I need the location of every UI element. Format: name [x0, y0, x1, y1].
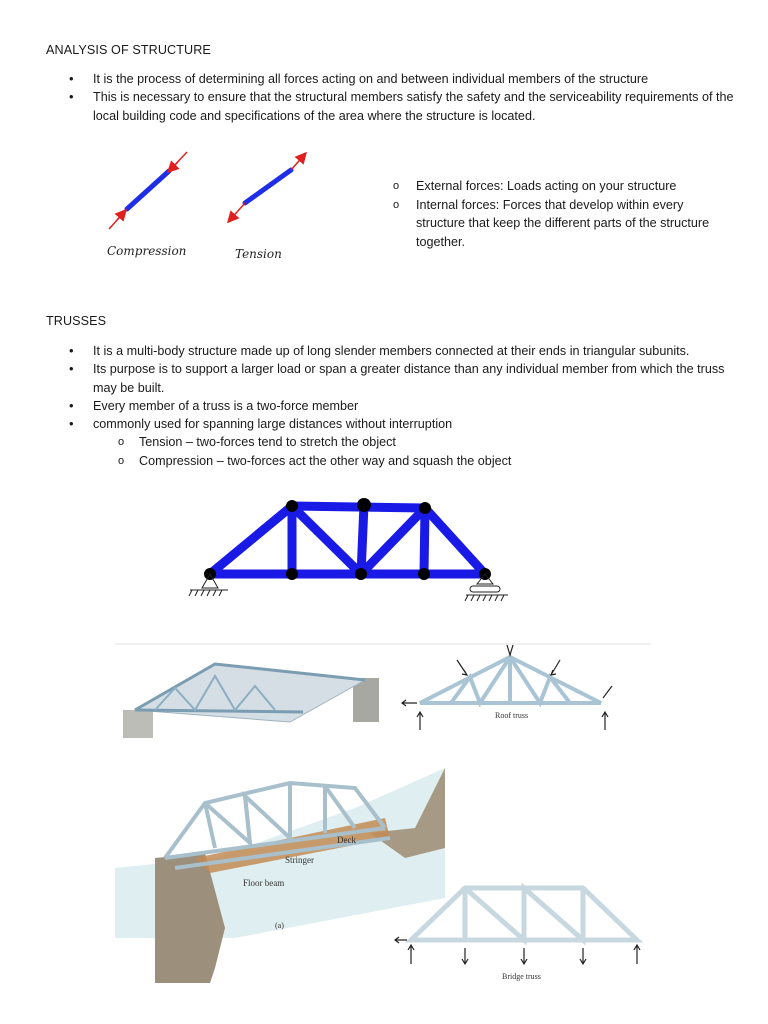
tension-label: Tension	[235, 247, 282, 261]
tension-member	[245, 170, 291, 203]
truss-diagram	[180, 492, 520, 607]
compression-member	[127, 171, 169, 209]
roof-truss-caption: Roof truss	[495, 711, 529, 720]
deck-label: Deck	[337, 835, 356, 845]
compression-label: Compression	[107, 244, 187, 258]
list-item: • commonly used for spanning large distances without interruption o Tension – two-forces tend to stretch the object o Compression – two-forces act the other way and squash the object	[46, 415, 736, 470]
analysis-bullets	[46, 70, 736, 125]
list-item: • It is the process of determining all forces acting on and between individual members of the structure	[46, 70, 736, 88]
list-item: o Tension – two-forces tend to stretch the object	[93, 433, 736, 451]
roof-truss-figure	[115, 640, 651, 740]
stringer-label: Stringer	[285, 855, 314, 865]
list-item: • It is a multi-body structure made up of long slender members connected at their ends in triangular subunits.	[46, 342, 736, 360]
tension-arrow-lower	[229, 203, 245, 221]
force-sketch	[95, 145, 335, 275]
section-heading-analysis: ANALYSIS OF STRUCTURE	[46, 43, 211, 57]
list-item: o External forces: Loads acting on your structure	[393, 177, 723, 196]
section-heading-trusses: TRUSSES	[46, 314, 107, 328]
roof-support-left	[123, 710, 153, 738]
part-label: (a)	[275, 921, 284, 930]
truss-members	[210, 505, 485, 574]
bridge-truss-caption: Bridge truss	[502, 972, 541, 981]
list-item: • This is necessary to ensure that the structural members satisfy the safety and the serviceability requirements of the local building code and specifications of the area where the structure is located.	[46, 88, 736, 125]
list-item: • Every member of a truss is a two-force member	[46, 397, 736, 415]
bridge-truss-figure	[115, 768, 655, 983]
roof-truss-diagram	[420, 657, 601, 703]
truss-bullets	[46, 342, 736, 470]
list-item: o Compression – two-forces act the other way and squash the object	[93, 452, 736, 470]
list-item: • Its purpose is to support a larger load or span a greater distance than any individual member from which the truss may be built.	[46, 360, 736, 397]
force-types-list	[393, 177, 723, 251]
list-item: o Internal forces: Forces that develop within every structure that keep the different parts of the structure together.	[393, 196, 723, 252]
tension-arrow-upper	[291, 154, 305, 170]
floor-beam-label: Floor beam	[243, 878, 285, 888]
tension-compression-list	[93, 433, 736, 470]
